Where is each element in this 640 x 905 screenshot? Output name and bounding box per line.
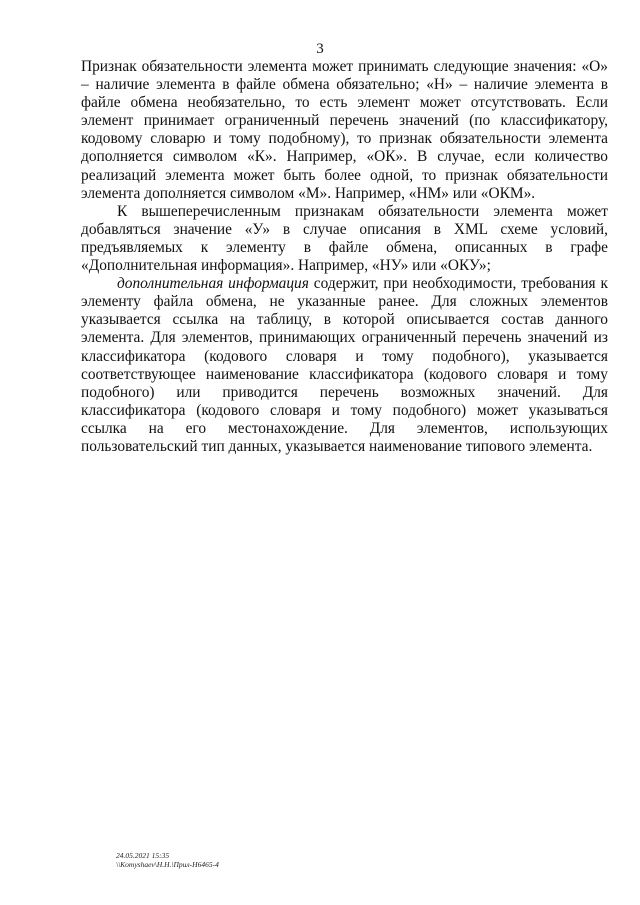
- page-number: 3: [316, 41, 324, 57]
- footer-stamp: [116, 851, 219, 869]
- footer-file-path: \\Komyshaev\Н.Н.\Прил-Н6465-4: [116, 860, 219, 869]
- term-additional-info: дополнительная информация: [117, 275, 309, 293]
- document-body: [81, 58, 608, 456]
- paragraph-conditional-flag: К вышеперечисленным признакам обязательности элемента может добавляться значение «У» в случае описания в XML схеме условий, предъявляемых к элементу в файле обмена, описанных в графе «Дополнительная информация». Например, «НУ» или «ОКУ»;: [81, 202, 608, 275]
- footer-timestamp: 24.05.2021 15:35: [116, 851, 170, 860]
- paragraph-additional-info-text: содержит, при необходимости, требования к элементу файла обмена, не указанные ранее. Для сложных элементов указывается ссылка на таблицу, в которой описывается состав данного элемента. Для элементов, принимающих ограниченный перечень значений из классификатора (кодового словаря и тому подобного), указывается соответствующее наименование классификатора (кодового словаря и тому подобного) или приводится перечень возможных значений. Для классификатора (кодового словаря и тому подобного) может указываться ссылка на его местонахождение. Для элементов, использующих пользовательский тип данных, указывается наименование типового элемента.: [81, 275, 608, 455]
- paragraph-additional-info: [81, 275, 608, 456]
- paragraph-required-flags: Признак обязательности элемента может принимать следующие значения: «О» – наличие элемента в файле обмена обязательно; «Н» – наличие элемента в файле обмена необязательно, то есть элемент может отсутствовать. Если элемент принимает ограниченный перечень значений (по классификатору, кодовому словарю и тому подобному), то признак обязательности элемента дополняется символом «К». Например, «ОК». В случае, если количество реализаций элемента может быть более одной, то признак обязательности элемента дополняется символом «М». Например, «НМ» или «ОКМ».: [81, 58, 608, 202]
